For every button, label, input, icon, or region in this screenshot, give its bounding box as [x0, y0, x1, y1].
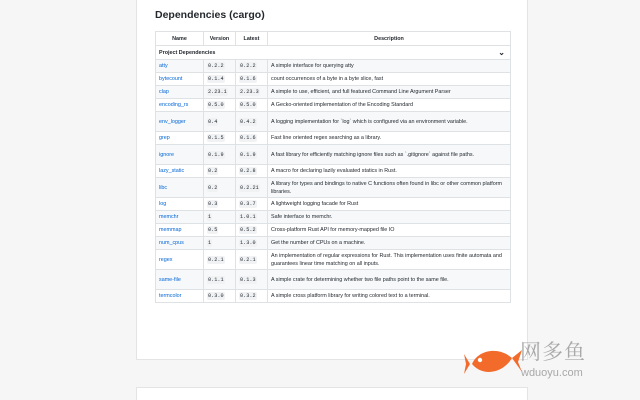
- table-row: [156, 86, 511, 99]
- latest-version-code: 2.23.3: [240, 89, 259, 95]
- version-code: 0.1.4: [208, 76, 224, 82]
- dependency-link[interactable]: grep: [159, 135, 170, 141]
- version-code: 0.2: [208, 168, 218, 174]
- latest-version-code: 0.1.6: [240, 76, 256, 82]
- version-code: 1: [208, 214, 212, 220]
- dependency-link[interactable]: clap: [159, 89, 169, 95]
- latest-version-code: 0.2.1: [240, 256, 256, 263]
- version-code: 1: [208, 240, 212, 246]
- dependency-link[interactable]: lazy_static: [159, 168, 185, 174]
- table-row: [156, 270, 511, 290]
- watermark-text-en: wduoyu.com: [521, 367, 583, 379]
- latest-version-code: 0.1.3: [240, 276, 256, 283]
- latest-version-code: 0.5.2: [240, 227, 256, 233]
- group-row-project-dependencies[interactable]: [156, 46, 511, 60]
- dependency-description: A library for types and bindings to native C functions often found in libc or other common platform libraries.: [268, 178, 511, 198]
- section-title: Dependencies (cargo): [155, 9, 265, 21]
- version-code: 2.23.1: [208, 89, 227, 95]
- version-code: 0.5.0: [208, 102, 224, 108]
- latest-version-code: 0.2.8: [240, 168, 256, 174]
- dependency-description: A Gecko-oriented implementation of the Encoding Standard: [268, 99, 511, 112]
- dependency-link[interactable]: memmap: [159, 227, 182, 233]
- column-header-description: Description: [268, 32, 511, 46]
- version-code: 0.4: [208, 118, 218, 125]
- version-code: 0.2: [208, 184, 218, 191]
- table-row: [156, 165, 511, 178]
- latest-version-code: 1.3.0: [240, 240, 256, 246]
- dependency-link[interactable]: bytecount: [159, 76, 183, 82]
- table-row: [156, 224, 511, 237]
- latest-version-code: 0.1.9: [240, 151, 256, 158]
- dependency-link[interactable]: termcolor: [159, 293, 182, 299]
- dependency-description: A simple crate for determining whether two file paths point to the same file.: [268, 270, 511, 290]
- latest-version-code: 0.1.6: [240, 135, 256, 141]
- latest-version-code: 0.3.2: [240, 293, 256, 299]
- table-row: [156, 132, 511, 145]
- table-row: [156, 178, 511, 198]
- version-code: 0.5: [208, 227, 218, 233]
- version-code: 0.1.9: [208, 151, 224, 158]
- latest-version-code: 0.2.21: [240, 184, 259, 191]
- column-header-latest: Latest: [236, 32, 268, 46]
- column-header-version: Version: [204, 32, 236, 46]
- table-row: [156, 237, 511, 250]
- version-code: 0.1.5: [208, 135, 224, 141]
- dependency-description: A simple cross platform library for writing colored text to a terminal.: [268, 290, 511, 303]
- table-header-row: [156, 32, 511, 46]
- dependency-link[interactable]: atty: [159, 63, 168, 69]
- latest-version-code: 0.4.2: [240, 118, 256, 125]
- dependency-description: A simple interface for querying atty: [268, 60, 511, 73]
- dependency-description: A logging implementation for `log` which is configured via an environment variable.: [268, 112, 511, 132]
- dependency-link[interactable]: memchr: [159, 214, 179, 220]
- dependency-description: Get the number of CPUs on a machine.: [268, 237, 511, 250]
- dependency-link[interactable]: regex: [159, 256, 173, 263]
- group-label: Project Dependencies: [159, 49, 216, 56]
- dependency-description: A simple to use, efficient, and full featured Command Line Argument Parser: [268, 86, 511, 99]
- dependency-link[interactable]: encoding_rs: [159, 102, 189, 108]
- latest-version-code: 0.3.7: [240, 201, 256, 207]
- watermark-text-cn: 网多鱼: [520, 340, 586, 364]
- table-row: [156, 250, 511, 270]
- table-row: [156, 211, 511, 224]
- dependency-description: Safe interface to memchr.: [268, 211, 511, 224]
- latest-version-code: 0.5.0: [240, 102, 256, 108]
- table-row: [156, 145, 511, 165]
- version-code: 0.2.1: [208, 256, 224, 263]
- version-code: 0.3: [208, 201, 218, 207]
- table-row: [156, 73, 511, 86]
- dependency-description: Fast line oriented regex searching as a library.: [268, 132, 511, 145]
- dependency-link[interactable]: same-file: [159, 276, 181, 283]
- table-row: [156, 112, 511, 132]
- chevron-down-icon[interactable]: ⌄: [498, 48, 505, 57]
- dependency-link[interactable]: env_logger: [159, 118, 186, 125]
- version-code: 0.2.2: [208, 63, 224, 69]
- table-row: [156, 290, 511, 303]
- latest-version-code: 0.2.2: [240, 63, 256, 69]
- latest-version-code: 1.0.1: [240, 214, 256, 220]
- table-row: [156, 198, 511, 211]
- fish-logo-icon: [464, 332, 524, 392]
- table-row: [156, 60, 511, 73]
- dependency-description: A macro for declaring lazily evaluated statics in Rust.: [268, 165, 511, 178]
- dependency-description: count occurrences of a byte in a byte slice, fast: [268, 73, 511, 86]
- dependency-description: An implementation of regular expressions for Rust. This implementation uses finite automata and guarantees linear time matching on all inputs.: [268, 250, 511, 270]
- column-header-name: Name: [156, 32, 204, 46]
- dependencies-table: [155, 31, 511, 303]
- version-code: 0.1.1: [208, 276, 224, 283]
- dependency-link[interactable]: log: [159, 201, 167, 207]
- dependency-link[interactable]: ignore: [159, 151, 174, 158]
- dependency-description: A fast library for efficiently matching ignore files such as `.gitignore` against file paths.: [268, 145, 511, 165]
- dependency-description: Cross-platform Rust API for memory-mapped file IO: [268, 224, 511, 237]
- dependency-link[interactable]: num_cpus: [159, 240, 184, 246]
- dependency-link[interactable]: libc: [159, 184, 168, 191]
- table-row: [156, 99, 511, 112]
- version-code: 0.3.0: [208, 293, 224, 299]
- dependency-description: A lightweight logging facade for Rust: [268, 198, 511, 211]
